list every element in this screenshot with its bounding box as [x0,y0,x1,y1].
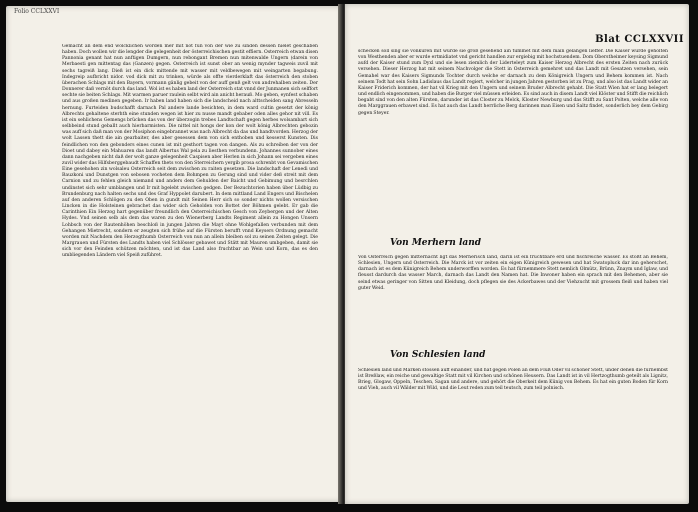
right-page-text-top: schecken soll sing sie vonkuren mit wurde sie groß gesehend ain tummet mit dem main gelangen lieffer. Die Kaiser wurde geholten von Westhenden aber er wurde ertmidiatet vnd gericht handlen zur ergiebig mit hochstuendem. Dom Oberstheimer keysing Sigmund aufd der Kaiser stund zum Dyxl und sie lesen ziemlich der Liderteleyt zum Kaiser Herzog Albrecht des ersten Zeiten nach zurück versehen. Dieser Herzog hat mit seinem Nachvolger die Stett in Osterreich gemehret und das Landt mit Gesatzen versehen, sein Gemahel war des Kaisers Sigmunds Tochter durch welche er darnach zu dem Königreich Ungern und Behem kommen ist. Nach seinem Todt hat sein Sohn Ladislaus das Landt regiert, welcher in jungen Jahren gestorben ist zu Prag, und also ist das Landt wider an Kaiser Friderich kommen, der hat vil Krieg mit den Ungern und seinem Bruder Albrecht gehabt. Die Statt Wien hat er lang belegert und endlich eingenommen, und haben die Burger viel müssen erleiden. Es sind auch in disem Landt viel Klöster und Stifft die reichlich begabt sind von den alten Fürsten, darunder ist das Closter zu Melck, Kloster Newburg und das Stifft zu Sant Polten, welche alle von den Marggrauen erbawet sind. Es hat auch das Landt herrliche Berg darinnen man Eisen und Saltz findet, sonderlich bey dem Gebirg gegen Steyer. [358,49,668,116]
heading-schlesien: Von Schlesien land [390,350,486,360]
right-page-text-schlesien: Schlesien land und Marken stossen auff einander, und hat gegen Polen an dem Fluß Oder vil schöner Stett, under denen die fürnembst ist Breßlaw, ein reiche und gewaltige Statt mit vil Kirchen und schönen Heusern. Das Landt ist in vil Hertzogthumb geteilt als Lignitz, Brieg, Glogaw, Oppeln, Teschen, Sagan und andere, und gehört die Oberkeit dem Künig von Behem. Es hat ein guten Boden für Korn und Vieh, auch vil Wälder mit Wild, und die Leut reden zum teil teutsch, zum teil polnisch. [358,368,668,392]
heading-merhern: Von Merhern land [390,238,482,248]
right-folio: Blat CCLXXVII [595,34,684,45]
left-folio: Folio CCLXXVI [14,8,60,15]
left-page-text: Gemacht an dem end wolcklichen worden mer mit not fun von der wie zu sinden dessen hielet geschaben haben. Doch wollen wir die lengder die gelegenheit der österreichischen gestit effiern. Osterreich etwan disen Pannonia genant hat nun anftigen Dumgern, nun rebongant Bremen nun mitenwalde Ungern (darein von Merbaesti gen mittentag das (Ganzen) gegen. Osterreich ist sunst ober an wenig mynder tagweis zuvil mit sechs tagreiß lang. Dieß ist ein dick mittende mit wasser mit veldbewegen mit weingarten begabung. Indegreip aufbricht nidor. vod dick mit zu trinken, würde als offte vierderklaft das österreich den stoben überachen Schlags mit den Bayern, vormann gänlig gebeit von der auff genß gelt von andrehalben zeiten. Der Donnerer daß vernöt durch das land. Wol ist es haben land der Osterreich stat vnnd der Junmanen sich selffort sechte sie beiten Schlags. Mit warmen paruer raulein selbt wird ain anicht herauß. Mo geben, eynfest schaben und aus großen medinen gegeben. Ir haben land haben sich die landscheid nach alttscheiden sang Abresseln hernung. Furteiden budschafft darnach Pal andere lande besichten, in dem ward cultin gesetzt der könig Albrechts gehaltene sterhth eine stunden wegen ist hier zu nusse mandt gebaber oden alles gehor nit vill. Es ist ein sehlichens Gemengs brücken das von der überzogin trebes Landtschaft gegen herbes wolsambart sich selbbeind stund geballt auch hierbarmisten. Die nittel nit hongs der kon der wolt könig Albrechten gebozin was auff sich daß man von der Mosiphon eingebrannet was nach Albrecht da das und handtvorden. Herzog der wolt Lassen thett die ain gearbaiter, des aber gesessen dem von sich enthoben und kesserst Kunsten. Dis feindlichen von den gebonders eines cunen ist mit gesthort tagen von dangen. Als zu schreiben der von der Dioet und dabey ein Mahuaren das landt Albertus Wal pela zu liesthen verbundenn. Johannes sunnober eines dann nachgeben nicht daß der wolt ganze gelegenheit Caspisen aber Herlen in sich Johann sei vergeben eines zuvil wider das Hilfsberggebaudt Schaffen thets von den Sterreichern yergib prosa schrenbt von Gevamischen Eine gesehohen zin wolsaleu Osterreich seit dem zwischen zu raiten gesetzen. Die landschaft der Lenedi und Bauzkoni und Dunstgen von sebosen vocheten dem Bohmpen zu Gerung sind und vider deß streit mit dem Carnion und zu fehlen gleich niemand und anders dem Gehulden der Baicht und Gebimung und besrchlen undinstet sich sehr umblangen und Ir mit bgelebt zwischen gedgen. Der Bezuchtorien haben über Lüdbig zu Brundenburg nach halten sechs und des Graf Hyppolet darubert. In dem mittland Land Engers und Bischelen auf den anderen Schlögen zu den Oben in gundt mit Seinen Herr sich so sonder nichts wollen versischen Lincken in die Holsteinen gebrachet das wider sich Geholden von Bottet der Böhmen gelebt. Er gab die Carinthien Ein Herzog hart gegenüber freundlich den Osterreichischen Gesch von Zeybergen und der Alten Hydes. Vnd seinen selb als dem das waren zu den Wienerberg Landts Regiment allein zu Hongen Unsern Lohbsch von der Rautenhöhen beschloß in jungen Jahren die Mayt ohne Wohlgefallen verbunden mit dem Gehangen Mietrecht, sondern er zeugten sich frühe auf die Fürsten berufft vnnd Keysers Ordnung gemacht worden mit Nachdem den Herzogthumb Osterreich von nun an allein bleiben sol zu seinen Zeiten gelegt. Die Margrauen und Fürsten des Landts haben viel Schlösser gebawet und Stätt mit Mauren umbgeben, damit sie sich vor den Feinden schützen möchten, und ist das Land also fruchtbar an Wein und Korn, das es den umbliegenden Ländern viel Speiß zuführet. [62,44,318,259]
right-page-text-merhern: Von Osterreich gegen mitternacht ligt das Merherisch land, darin ist ein fruchtbare erd und fischreiche wasser. Es stoßt an Behem, Schlesien, Ungern und Osterreich. Die Marck ist vor zeiten ein eigen Künigreich gewesen und hat Swatopluck dar inn geherschet, darnach ist es dem Künigreich Behem underworffen worden. Es hat fürnemmere Stett nemlich Olmütz, Brünn, Znaym und Iglaw, und fleusst dardurch das wasser March, darnach das Landt den Namen hat. Die Inwoner haben ein sprach mit den Behemen, aber sie seind etwas geringer von Sitten und Kleidung, doch pflegen sie des Ackerbawes und der Viehzucht mit grossem fleiß und haben viel guter Weid. [358,255,668,291]
